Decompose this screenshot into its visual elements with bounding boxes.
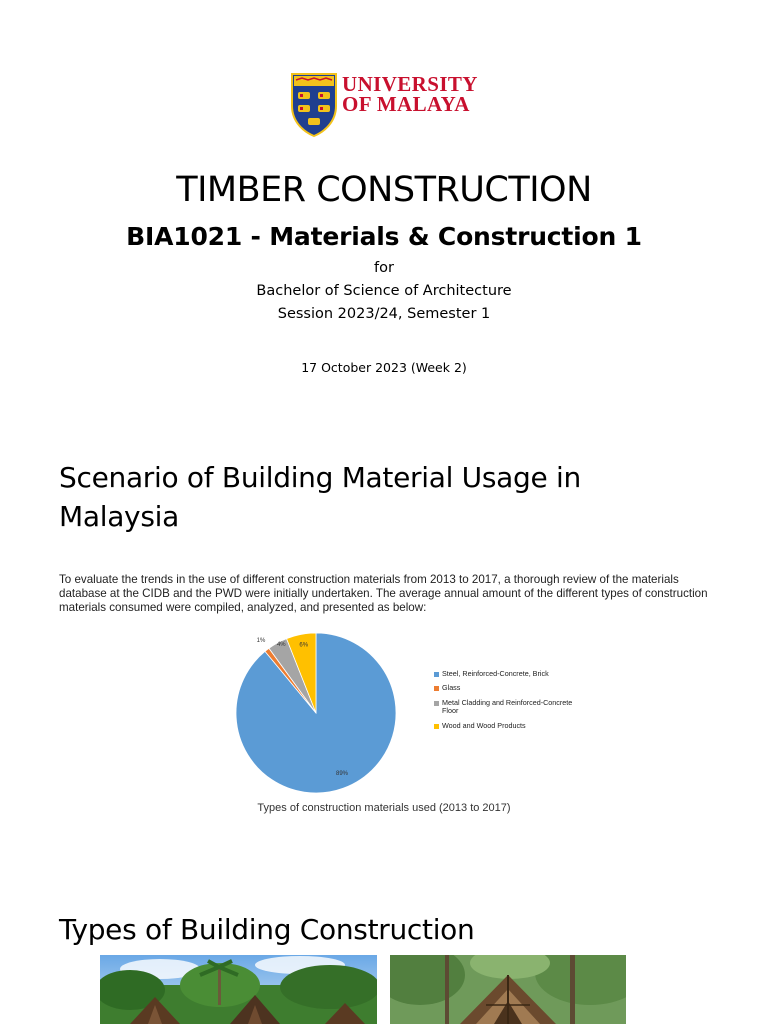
legend-swatch [434, 724, 439, 729]
pie-data-label: 1% [256, 637, 266, 644]
legend-label: Wood and Wood Products [442, 720, 526, 730]
traditional-house-photo-right [390, 955, 626, 1024]
page-title: TIMBER CONSTRUCTION [176, 170, 592, 210]
logo-text-line2: OF MALAYA [342, 92, 470, 116]
crest-icon [290, 72, 338, 138]
for-text: for [374, 260, 394, 276]
legend-item [434, 722, 574, 730]
legend-swatch [434, 686, 439, 691]
chart-legend [434, 670, 574, 736]
chart-caption: Types of construction materials used (2013 to 2017) [257, 802, 511, 814]
scenario-heading: Scenario of Building Material Usage in Malaysia [59, 461, 581, 533]
course-subtitle: BIA1021 - Materials & Construction 1 [126, 222, 642, 251]
traditional-house-photo-left [100, 955, 377, 1024]
pie-data-label: 4% [276, 641, 286, 648]
legend-swatch [434, 701, 439, 706]
intro-paragraph: To evaluate the trends in the use of different construction materials from 2013 to 2017, a thorough review of the materials database at the CIDB and the PWD were initially undertaken. The average annual amount of the different types of construction materials consumed were compiled, analyzed, and presented as below: [59, 573, 708, 615]
session-info: Session 2023/24, Semester 1 [277, 306, 491, 322]
legend-label: Steel, Reinforced-Concrete, Brick [442, 669, 549, 678]
materials-pie-chart [230, 628, 410, 800]
pie-data-label: 89% [335, 771, 349, 777]
university-logo [290, 72, 482, 138]
legend-item [434, 684, 574, 692]
program-name: Bachelor of Science of Architecture [256, 283, 512, 299]
pie-data-label: 6% [299, 642, 309, 649]
legend-label: Glass [442, 683, 461, 693]
types-heading: Types of Building Construction [59, 913, 475, 946]
legend-item [434, 670, 574, 678]
logo-text-line1: UNIVERSITY [342, 72, 478, 96]
legend-label: Metal Cladding and Reinforced-Concrete Floor [442, 697, 573, 716]
lecture-date: 17 October 2023 (Week 2) [301, 360, 467, 375]
legend-swatch [434, 672, 439, 677]
legend-item [434, 699, 574, 716]
